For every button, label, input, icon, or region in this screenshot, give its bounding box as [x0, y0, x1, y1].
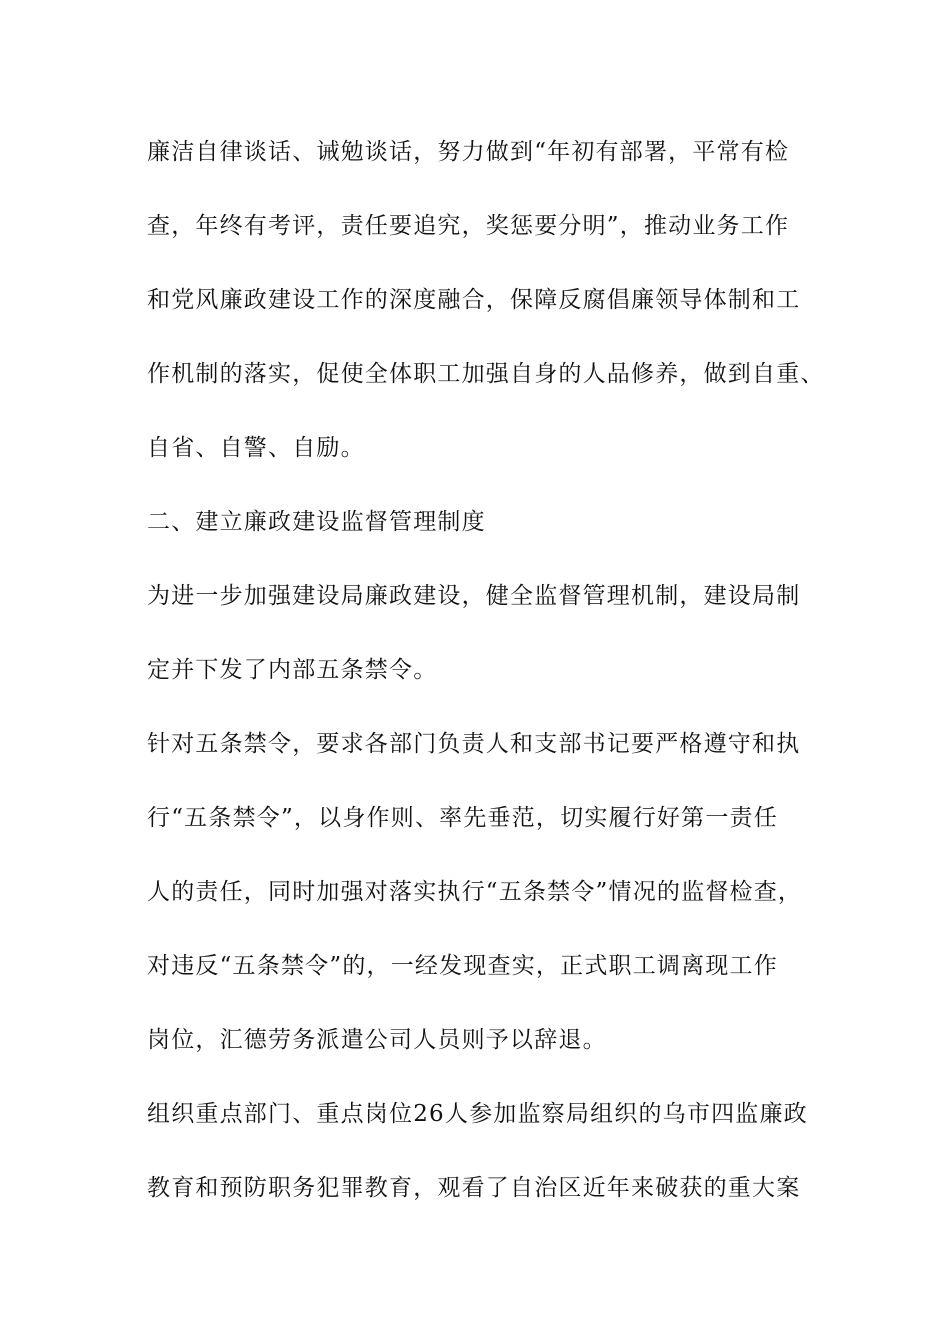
text-line: 和党风廉政建设工作的深度融合，保障反腐倡廉领导体制和工	[147, 287, 801, 313]
text-line: 人的责任，同时加强对落实执行“五条禁令”情况的监督检查，	[147, 879, 803, 905]
section-heading: 二、建立廉政建设监督管理制度	[147, 509, 486, 535]
text-line: 为进一步加强建设局廉政建设，健全监督管理机制，建设局制	[147, 583, 801, 609]
text-line: 组织重点部门、重点岗位26人参加监察局组织的乌市四监廉政	[147, 1101, 808, 1127]
text-line: 行“五条禁令”，以身作则、率先垂范，切实履行好第一责任	[147, 805, 778, 831]
text-line: 对违反“五条禁令”的，一经发现查实，正式职工调离现工作	[147, 953, 778, 979]
text-line: 自省、自警、自励。	[147, 435, 365, 461]
text-line: 岗位，汇德劳务派遣公司人员则予以辞退。	[147, 1027, 607, 1053]
text-line: 针对五条禁令，要求各部门负责人和支部书记要严格遵守和执	[147, 731, 801, 757]
text-line: 廉洁自律谈话、诫勉谈话，努力做到“年初有部署，平常有检	[147, 139, 790, 165]
text-line: 作机制的落实，促使全体职工加强自身的人品修养，做到自重、	[147, 361, 825, 387]
text-line: 查，年终有考评，责任要追究，奖惩要分明”，推动业务工作	[147, 213, 790, 239]
text-line: 定并下发了内部五条禁令。	[147, 657, 438, 683]
text-line: 教育和预防职务犯罪教育，观看了自治区近年来破获的重大案	[147, 1175, 801, 1201]
